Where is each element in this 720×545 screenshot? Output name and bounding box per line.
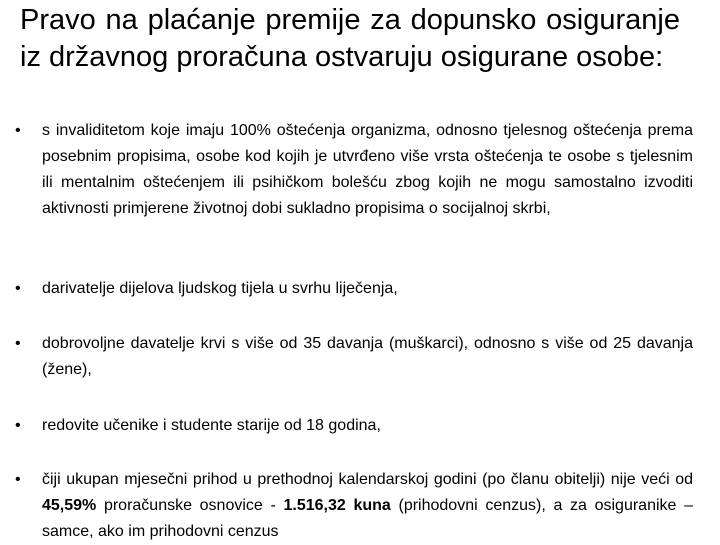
census-amount: 1.516,32 kuna xyxy=(283,497,391,514)
text-segment: proračunske osnovice - xyxy=(96,497,284,514)
census-percentage: 45,59% xyxy=(42,497,97,514)
bullet-icon: • xyxy=(15,122,21,139)
list-item-text xyxy=(42,467,693,545)
slide-title: Pravo na plaćanje premije za dopunsko osiguranje iz državnog proračuna ostvaruju osigurane osobe: xyxy=(20,4,680,73)
bullet-icon: • xyxy=(15,417,21,434)
text-segment: (prihodovni cenzus), a za osiguranike – samce, ako im prihodovni cenzus xyxy=(42,497,694,540)
list-item-text: redovite učenike i studente starije od 18 godina, xyxy=(42,417,381,434)
list-item-text: darivatelje dijelova ljudskog tijela u svrhu liječenja, xyxy=(42,280,398,297)
bullet-icon: • xyxy=(15,471,21,488)
list-item-text: s invaliditetom koje imaju 100% oštećenja organizma, odnosno tjelesnog oštećenja prema posebnim propisima, osobe kod kojih je utvrđeno više vrsta oštećenja te osobe s tjelesnim ili mentalnim oštećenjem ili psihičkom bolešću zbog kojih ne mogu samostalno izvoditi aktivnosti primjerene životnoj dobi sukladno propisima o socijalnoj skrbi, xyxy=(42,122,693,217)
bullet-icon: • xyxy=(15,280,21,297)
list-item-text: dobrovoljne davatelje krvi s više od 35 davanja (muškarci), odnosno s više od 25 davanja (žene), xyxy=(42,335,693,378)
bullet-icon: • xyxy=(15,335,21,352)
text-segment: čiji ukupan mjesečni prihod u prethodnoj kalendarskoj godini (po članu obitelji) nije veći od xyxy=(42,471,693,488)
